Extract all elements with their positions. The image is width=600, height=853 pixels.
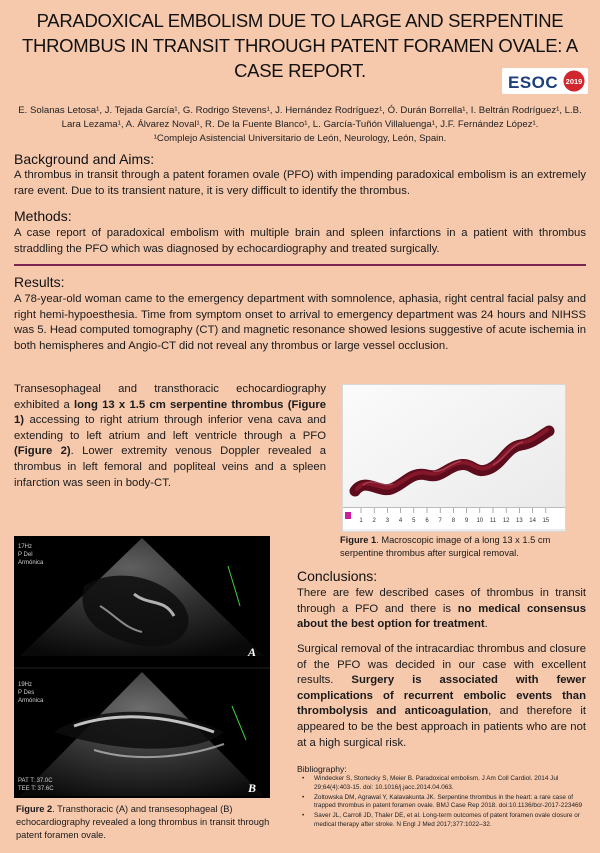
author-line-2: Lara Lezama¹, A. Álvarez Noval¹, R. De la Fuente Blanco¹, L. García-Tuñón Villaluenga¹, J.F. Fernández López¹. — [61, 119, 539, 130]
section-divider — [14, 264, 586, 266]
ruler-number: 2 — [372, 518, 376, 524]
methods-heading: Methods: — [14, 208, 72, 224]
esoc-logo-graphic — [502, 68, 588, 94]
esoc-logo — [502, 68, 588, 94]
ruler-number: 12 — [502, 518, 510, 524]
conclusions-p2-text-a: Surgical removal of the intracardiac thrombus and closure of the PFO was decided in our case with excellent results. — [297, 643, 586, 687]
bibliography-heading: Bibliography: — [297, 764, 347, 774]
ruler-number: 7 — [438, 518, 442, 524]
bibliography-item: • Windecker S, Stortecky S, Meier B. Paradoxical embolism. J Am Coll Cardiol. 2014 Jul 29;64(4):403-15. doi: 10.1016/j.jacc.2014.04.063. — [300, 775, 586, 792]
ruler-number: 6 — [425, 518, 429, 524]
conclusions-p1-bold: no medical consensus about the best option for treatment — [297, 602, 586, 631]
conclusions-heading: Conclusions: — [297, 568, 378, 584]
esoc-logo-year: 2019 — [565, 77, 583, 86]
results-p2-bold-figure2: (Figure 2) — [14, 445, 71, 458]
background-heading: Background and Aims: — [14, 151, 155, 167]
figure-1-caption-label: Figure 1 — [340, 535, 377, 545]
figure-2-echocardiography — [14, 536, 270, 798]
figure-2-caption-label: Figure 2 — [16, 804, 53, 814]
figure-2-caption-text: . Transthoracic (A) and transesophageal (B) echocardiography revealed a long thrombus in transit through patent foramen ovale. — [16, 804, 270, 840]
echocardiography-images — [14, 536, 270, 798]
panel-a-label: A — [248, 645, 257, 659]
ruler-number: 13 — [516, 518, 523, 524]
conclusions-p1-text-b: . — [484, 618, 488, 631]
results-p2-text-c: . Lower extremity venous Doppler revealed a thrombus in left femoral and popliteal veins and a spleen infarction was seen in body-CT. — [14, 445, 327, 489]
results-p2-bold-thrombus: long 13 x 1.5 cm serpentine thrombus (Figure 1) — [14, 398, 326, 427]
bibliography-item: • Zoltowska DM, Agrawal Y, Kalavakunta JK. Serpentine thrombus in the heart: a rare case of trapped thrombus in patent foramen ovale. BMJ Case Rep 2018. doi:10.1136/bcr-2017-223469 — [300, 794, 586, 811]
bibliography-list — [300, 775, 586, 831]
ruler-number: 11 — [489, 518, 497, 524]
esoc-logo-text: ESOC — [508, 73, 559, 92]
ruler-number: 9 — [464, 518, 469, 524]
ruler-number: 14 — [529, 518, 536, 524]
conclusions-paragraph-1 — [297, 586, 586, 633]
svg-text:Armónica: Armónica — [18, 698, 44, 704]
svg-text:P Del: P Del — [18, 552, 33, 558]
svg-text:P Des: P Des — [18, 690, 35, 696]
figure-2-caption — [16, 803, 274, 842]
svg-text:17Hz: 17Hz — [18, 544, 33, 550]
results-paragraph-2 — [14, 382, 326, 491]
panel-b-label: B — [248, 781, 257, 795]
results-p2-text-b: accessing to right atrium through inferior vena cava and extending to left atrium and left ventricle through a PFO — [14, 414, 326, 442]
background-text: A thrombus in transit through a patent foramen ovale (PFO) with impending paradoxical embolism is an extremely rare event. Due to its transient nature, it is very difficult to identify the thrombus. — [14, 169, 586, 197]
author-line-1: E. Solanas Letosa¹, J. Tejada García¹, G. Rodrigo Stevens¹, J. Hernández Rodríguez¹, Ó. Durán Borrella¹, I. Beltrán Rodríguez¹, L.B. — [18, 105, 582, 116]
ruler-number: 5 — [412, 518, 416, 524]
methods-text: A case report of paradoxical embolism with multiple brain and spleen infarctions in a patient with thrombus straddling the PFO which was diagnosed by echocardiography and treated surgically. — [14, 227, 586, 255]
svg-text:19Hz: 19Hz — [18, 682, 33, 688]
title-line-3: CASE REPORT. — [234, 60, 366, 81]
title-line-1: PARADOXICAL EMBOLISM DUE TO LARGE AND SERPENTINE — [36, 10, 564, 31]
figure-1-caption — [340, 534, 570, 560]
ruler-number: 10 — [476, 518, 484, 524]
ruler-number: 3 — [385, 518, 390, 524]
results-p2-text-a: Transesophageal and transthoracic echocardiography exhibited a — [14, 383, 326, 411]
thrombus-photo-graphic — [343, 385, 565, 531]
results-heading: Results: — [14, 274, 65, 290]
conclusions-p2-text-b: , and therefore it appeared to be the best approach in patients who are not at a high surgical risk. — [297, 705, 586, 749]
conclusions-p2-bold: Surgery is associated with fewer complications of recurrent embolic events than thrombolysis and anticoagulation — [297, 674, 586, 718]
poster-title — [20, 8, 580, 83]
ruler-marker — [345, 512, 351, 519]
ruler-number: 4 — [398, 518, 403, 524]
ruler-number: 15 — [542, 518, 550, 524]
author-block — [14, 104, 586, 146]
svg-text:TEE T: 37.6C: TEE T: 37.6C — [18, 786, 54, 792]
svg-text:Armónica: Armónica — [18, 560, 44, 566]
title-line-2: THROMBUS IN TRANSIT THROUGH PATENT FORAMEN OVALE: A — [22, 35, 578, 56]
author-affiliation: ¹Complejo Asistencial Universitario de León, Neurology, León, Spain. — [153, 133, 447, 144]
results-paragraph-1: A 78-year-old woman came to the emergency department with somnolence, aphasia, right central facial palsy and right hemi-hypoesthesia. Time from symptom onset to arrival to emergency department was 24 hours and NIHSS was 5. Head computed tomography (CT) and magnetic resonance showed lesions suggestive of acute ischemia in both hemispheres and Angio-CT did not reveal any thrombus or large vessel occlusion. — [14, 293, 586, 352]
conclusions-paragraph-2 — [297, 642, 586, 751]
bibliography-item: • Saver JL, Carroll JD, Thaler DE, et al. Long-term outcomes of patent foramen ovale closure or medical therapy after stroke. N Engl J Med 2017;377:1022–32. — [300, 812, 586, 829]
ruler-number: 8 — [451, 518, 456, 524]
svg-text:PAT T: 37.0C: PAT T: 37.0C — [18, 778, 53, 784]
conclusions-p1-text-a: There are few described cases of thrombus in transit through a PFO and there is — [297, 587, 586, 615]
figure-1-caption-text: . Macroscopic image of a long 13 x 1.5 cm serpentine thrombus after surgical removal. — [340, 535, 551, 558]
figure-1-thrombus-photo — [342, 384, 566, 532]
ruler-number: 1 — [359, 518, 363, 524]
